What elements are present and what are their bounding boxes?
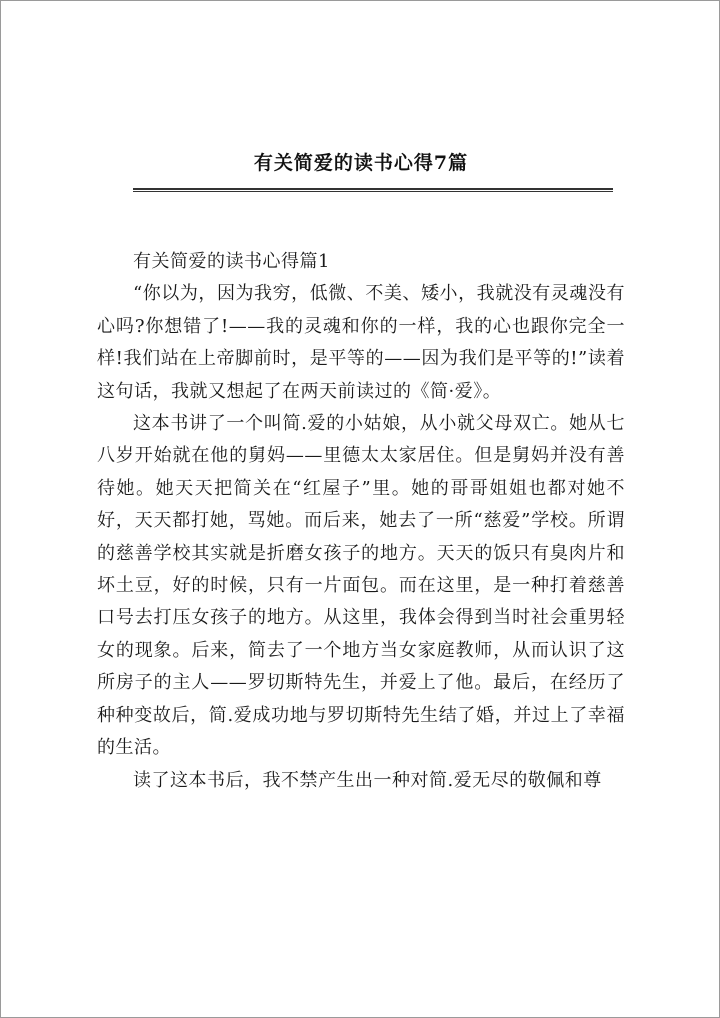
- document-body: [97, 246, 625, 797]
- section-heading: 有关简爱的读书心得篇1: [133, 251, 330, 272]
- paragraph-quote: “你以为，因为我穷，低微、不美、矮小，我就没有灵魂没有心吗?你想错了!——我的灵魂和你的一样，我的心也跟你完全一样!我们站在上帝脚前时，是平等的——因为我们是平等的!”读着这句话，我就又想起了在两天前读过的《简·爱》。: [97, 283, 625, 402]
- paragraph-reflection: 读了这本书后，我不禁产生出一种对简.爱无尽的敬佩和尊: [133, 769, 602, 791]
- paragraph-summary: 这本书讲了一个叫简.爱的小姑娘，从小就父母双亡。她从七八岁开始就在他的舅妈——里德太太家居住。但是舅妈并没有善待她。她天天把简关在“红屋子”里。她的哥哥姐姐也都对她不好，天天都打她，骂她。而后来，她去了一所“慈爱”学校。所谓的慈善学校其实就是折磨女孩子的地方。天天的饭只有臭肉片和坏土豆，好的时候，只有一片面包。而在这里，是一种打着慈善口号去打压女孩子的地方。从这里，我体会得到当时社会重男轻女的现象。后来，简去了一个地方当女家庭教师，从而认识了这所房子的主人——罗切斯特先生，并爱上了他。最后，在经历了种种变故后，简.爱成功地与罗切斯特先生结了婚，并过上了幸福的生活。: [97, 413, 625, 759]
- title-divider: [133, 188, 613, 192]
- document-title: 有关简爱的读书心得7篇: [253, 152, 469, 174]
